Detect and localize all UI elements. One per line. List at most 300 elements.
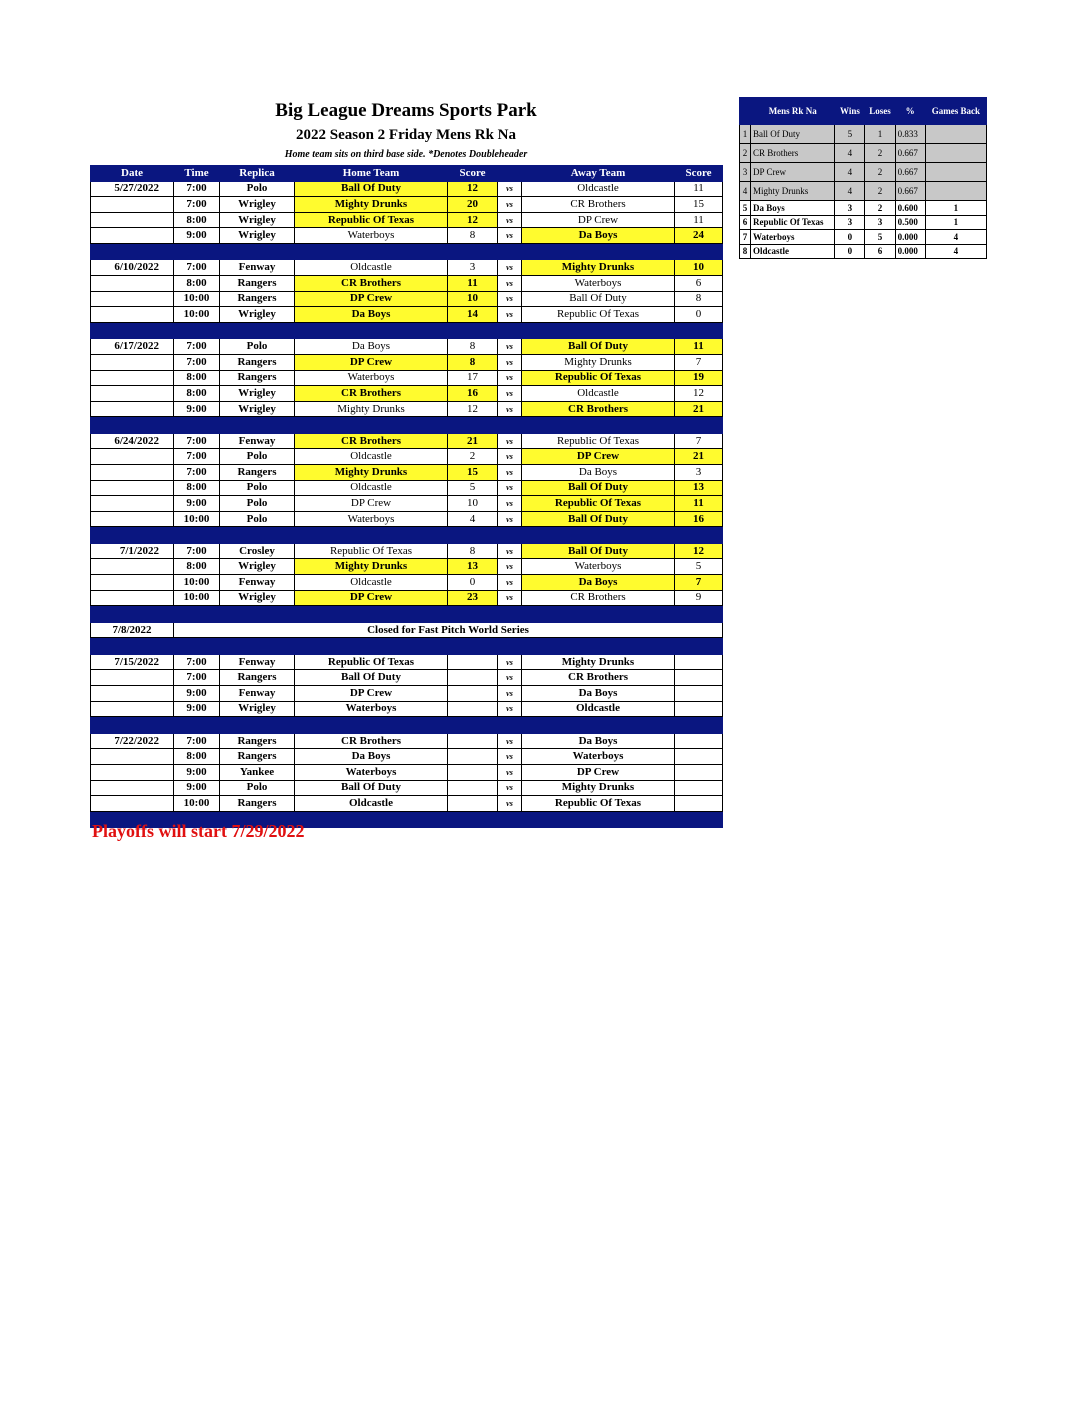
schedule-game-row: [91, 465, 723, 481]
game-time: 7:00: [174, 670, 220, 686]
game-date-empty: [91, 480, 174, 496]
home-team: Da Boys: [295, 749, 448, 765]
standings-loses: 5: [865, 230, 895, 245]
standings-team: Da Boys: [751, 201, 835, 216]
standings-loses: 2: [865, 144, 895, 163]
standings-pct: 0.833: [895, 125, 925, 144]
game-date-empty: [91, 764, 174, 780]
standings-wins: 0: [835, 244, 865, 259]
game-date-empty: [91, 401, 174, 417]
separator-cell: [522, 243, 675, 260]
schedule-game-row: [91, 401, 723, 417]
home-team-note: Home team sits on third base side. *Denotes Doubleheader: [284, 149, 528, 160]
game-date: 7/15/2022: [91, 654, 174, 670]
standings-pct: 0.000: [895, 230, 925, 245]
home-team: Oldcastle: [295, 449, 448, 465]
schedule-game-row: [91, 733, 723, 749]
home-team: Oldcastle: [295, 480, 448, 496]
game-date-empty: [91, 780, 174, 796]
standings-pct: 0.500: [895, 215, 925, 230]
home-team: Ball Of Duty: [295, 670, 448, 686]
away-score: [675, 686, 723, 702]
vs-label: vs: [498, 686, 522, 702]
game-replica-field: Rangers: [220, 370, 295, 386]
standings-wins: 4: [835, 144, 865, 163]
game-time: 7:00: [174, 465, 220, 481]
away-score: 12: [675, 543, 723, 559]
game-time: 8:00: [174, 276, 220, 292]
home-team: Republic Of Texas: [295, 212, 448, 228]
separator-cell: [498, 811, 522, 828]
separator-cell: [174, 606, 220, 623]
away-team: CR Brothers: [522, 670, 675, 686]
standings-games-back: [925, 182, 986, 201]
standings-games-back: [925, 163, 986, 182]
standings-wins: 0: [835, 230, 865, 245]
away-score: 21: [675, 449, 723, 465]
game-replica-field: Wrigley: [220, 307, 295, 323]
game-date-empty: [91, 354, 174, 370]
col-time-header: Time: [174, 166, 220, 182]
home-score: 17: [448, 370, 498, 386]
away-team: Da Boys: [522, 228, 675, 244]
home-team: Waterboys: [295, 511, 448, 527]
week-separator: [91, 417, 723, 434]
game-date-empty: [91, 590, 174, 606]
standings-rank: 7: [740, 230, 751, 245]
game-time: 7:00: [174, 197, 220, 213]
away-score: 5: [675, 559, 723, 575]
game-replica-field: Wrigley: [220, 386, 295, 402]
home-score: 8: [448, 339, 498, 355]
away-score: 9: [675, 590, 723, 606]
away-team: Republic Of Texas: [522, 307, 675, 323]
vs-label: vs: [498, 433, 522, 449]
game-replica-field: Wrigley: [220, 197, 295, 213]
separator-cell: [295, 417, 448, 434]
vs-label: vs: [498, 764, 522, 780]
standings-team: Waterboys: [751, 230, 835, 245]
away-score: 6: [675, 276, 723, 292]
page-title: Big League Dreams Sports Park: [275, 100, 537, 121]
home-score: 12: [448, 212, 498, 228]
home-team: Waterboys: [295, 370, 448, 386]
home-team: Ball Of Duty: [295, 780, 448, 796]
game-date-empty: [91, 370, 174, 386]
game-time: 9:00: [174, 764, 220, 780]
away-team: Oldcastle: [522, 386, 675, 402]
home-score: 12: [448, 401, 498, 417]
separator-cell: [522, 638, 675, 655]
standings-team: Mighty Drunks: [751, 182, 835, 201]
separator-cell: [498, 638, 522, 655]
away-team: Mighty Drunks: [522, 780, 675, 796]
separator-cell: [448, 606, 498, 623]
away-score: 19: [675, 370, 723, 386]
home-team: CR Brothers: [295, 433, 448, 449]
standings-wins: 3: [835, 215, 865, 230]
separator-cell: [448, 811, 498, 828]
game-date-empty: [91, 511, 174, 527]
game-time: 9:00: [174, 686, 220, 702]
home-score: 13: [448, 559, 498, 575]
game-time: 10:00: [174, 796, 220, 812]
game-date-empty: [91, 749, 174, 765]
game-time: 7:00: [174, 339, 220, 355]
vs-label: vs: [498, 796, 522, 812]
game-date-empty: [91, 701, 174, 717]
home-score: [448, 796, 498, 812]
home-score: [448, 749, 498, 765]
game-time: 7:00: [174, 260, 220, 276]
schedule-game-row: [91, 212, 723, 228]
away-score: [675, 764, 723, 780]
home-team: Da Boys: [295, 307, 448, 323]
standings-row: [740, 163, 987, 182]
game-time: 8:00: [174, 480, 220, 496]
game-date: 6/17/2022: [91, 339, 174, 355]
schedule-game-row: [91, 654, 723, 670]
home-team: CR Brothers: [295, 386, 448, 402]
standings-games-back: [925, 144, 986, 163]
away-team: Republic Of Texas: [522, 496, 675, 512]
game-time: 10:00: [174, 590, 220, 606]
schedule-game-row: [91, 686, 723, 702]
separator-cell: [91, 527, 174, 544]
standings-wins-header: Wins: [835, 98, 865, 125]
col-home-team-header: Home Team: [295, 166, 448, 182]
home-team: Mighty Drunks: [295, 197, 448, 213]
home-score: 8: [448, 543, 498, 559]
game-date-empty: [91, 212, 174, 228]
vs-label: vs: [498, 449, 522, 465]
game-date: 7/22/2022: [91, 733, 174, 749]
away-team: Oldcastle: [522, 701, 675, 717]
game-date: 6/10/2022: [91, 260, 174, 276]
away-team: Mighty Drunks: [522, 260, 675, 276]
home-score: 2: [448, 449, 498, 465]
col-home-score-header: Score: [448, 166, 498, 182]
away-score: 13: [675, 480, 723, 496]
standings-body: [740, 125, 987, 259]
game-date: 5/27/2022: [91, 181, 174, 197]
separator-cell: [174, 717, 220, 734]
separator-cell: [91, 322, 174, 339]
home-score: [448, 764, 498, 780]
standings-wins: 4: [835, 182, 865, 201]
schedule-game-row: [91, 370, 723, 386]
vs-label: vs: [498, 543, 522, 559]
schedule-game-row: [91, 291, 723, 307]
schedule-game-row: [91, 543, 723, 559]
separator-cell: [522, 717, 675, 734]
home-score: [448, 780, 498, 796]
separator-cell: [91, 638, 174, 655]
standings-wins: 5: [835, 125, 865, 144]
game-replica-field: Fenway: [220, 260, 295, 276]
game-replica-field: Polo: [220, 181, 295, 197]
separator-cell: [174, 243, 220, 260]
separator-cell: [91, 243, 174, 260]
standings-pct: 0.667: [895, 182, 925, 201]
game-replica-field: Rangers: [220, 733, 295, 749]
game-date-empty: [91, 307, 174, 323]
vs-label: vs: [498, 212, 522, 228]
away-team: Waterboys: [522, 559, 675, 575]
playoffs-note: Playoffs will start 7/29/2022: [92, 821, 305, 841]
standings-row: [740, 215, 987, 230]
separator-cell: [522, 811, 675, 828]
game-time: 7:00: [174, 654, 220, 670]
separator-cell: [675, 606, 723, 623]
game-time: 8:00: [174, 212, 220, 228]
vs-label: vs: [498, 354, 522, 370]
away-score: [675, 701, 723, 717]
game-time: 9:00: [174, 701, 220, 717]
game-time: 10:00: [174, 575, 220, 591]
col-date-header: Date: [91, 166, 174, 182]
vs-label: vs: [498, 228, 522, 244]
vs-label: vs: [498, 197, 522, 213]
separator-cell: [498, 417, 522, 434]
vs-label: vs: [498, 749, 522, 765]
standings-games-back: 4: [925, 244, 986, 259]
away-score: 7: [675, 575, 723, 591]
home-team: Oldcastle: [295, 796, 448, 812]
game-time: 7:00: [174, 543, 220, 559]
separator-cell: [220, 322, 295, 339]
away-team: DP Crew: [522, 764, 675, 780]
separator-cell: [675, 638, 723, 655]
game-replica-field: Polo: [220, 480, 295, 496]
week-separator: [91, 527, 723, 544]
game-date-empty: [91, 496, 174, 512]
separator-cell: [295, 322, 448, 339]
separator-cell: [174, 322, 220, 339]
vs-label: vs: [498, 575, 522, 591]
separator-cell: [448, 638, 498, 655]
standings-row: [740, 182, 987, 201]
standings-loses: 3: [865, 215, 895, 230]
separator-cell: [448, 527, 498, 544]
home-score: 23: [448, 590, 498, 606]
home-team: Mighty Drunks: [295, 559, 448, 575]
separator-cell: [295, 638, 448, 655]
game-date: 7/1/2022: [91, 543, 174, 559]
separator-cell: [448, 322, 498, 339]
home-score: 4: [448, 511, 498, 527]
separator-cell: [498, 527, 522, 544]
home-score: 21: [448, 433, 498, 449]
standings-row: [740, 230, 987, 245]
separator-cell: [675, 717, 723, 734]
game-replica-field: Rangers: [220, 796, 295, 812]
game-replica-field: Rangers: [220, 465, 295, 481]
separator-cell: [174, 417, 220, 434]
away-score: 16: [675, 511, 723, 527]
away-score: 24: [675, 228, 723, 244]
game-date-empty: [91, 796, 174, 812]
game-date-empty: [91, 197, 174, 213]
standings-pct: 0.667: [895, 144, 925, 163]
home-score: 11: [448, 276, 498, 292]
away-score: 8: [675, 291, 723, 307]
separator-cell: [522, 322, 675, 339]
away-score: 21: [675, 401, 723, 417]
schedule-game-row: [91, 181, 723, 197]
separator-cell: [220, 638, 295, 655]
game-replica-field: Rangers: [220, 276, 295, 292]
away-score: [675, 654, 723, 670]
separator-cell: [522, 606, 675, 623]
home-score: 3: [448, 260, 498, 276]
standings-pct-header: %: [895, 98, 925, 125]
game-replica-field: Fenway: [220, 686, 295, 702]
away-score: 11: [675, 496, 723, 512]
game-time: 8:00: [174, 386, 220, 402]
away-score: [675, 796, 723, 812]
home-team: Oldcastle: [295, 575, 448, 591]
schedule-game-row: [91, 511, 723, 527]
game-date-empty: [91, 291, 174, 307]
away-score: 7: [675, 433, 723, 449]
schedule-game-row: [91, 575, 723, 591]
standings-rank: 8: [740, 244, 751, 259]
vs-label: vs: [498, 590, 522, 606]
schedule-game-row: [91, 433, 723, 449]
game-date: 7/8/2022: [91, 622, 174, 638]
schedule-game-row: [91, 354, 723, 370]
away-team: Ball Of Duty: [522, 511, 675, 527]
schedule-game-row: [91, 339, 723, 355]
game-replica-field: Wrigley: [220, 559, 295, 575]
separator-cell: [91, 717, 174, 734]
separator-cell: [220, 243, 295, 260]
standings-row: [740, 201, 987, 216]
schedule-game-row: [91, 749, 723, 765]
home-score: [448, 654, 498, 670]
home-team: DP Crew: [295, 590, 448, 606]
away-score: 10: [675, 260, 723, 276]
vs-label: vs: [498, 370, 522, 386]
standings-rank: 6: [740, 215, 751, 230]
game-time: 8:00: [174, 370, 220, 386]
schedule-header: [90, 98, 722, 163]
game-time: 9:00: [174, 496, 220, 512]
home-team: DP Crew: [295, 354, 448, 370]
game-replica-field: Yankee: [220, 764, 295, 780]
standings-rank: 4: [740, 182, 751, 201]
standings-loses: 6: [865, 244, 895, 259]
home-score: 10: [448, 496, 498, 512]
schedule-game-row: [91, 260, 723, 276]
standings-rank: 1: [740, 125, 751, 144]
standings-team-header: Mens Rk Na: [751, 98, 835, 125]
separator-cell: [448, 243, 498, 260]
separator-cell: [498, 717, 522, 734]
vs-label: vs: [498, 701, 522, 717]
standings-loses: 2: [865, 182, 895, 201]
separator-cell: [675, 243, 723, 260]
standings-row: [740, 244, 987, 259]
game-replica-field: Fenway: [220, 654, 295, 670]
away-team: Ball Of Duty: [522, 339, 675, 355]
home-score: [448, 733, 498, 749]
separator-cell: [91, 417, 174, 434]
week-separator: [91, 322, 723, 339]
game-time: 7:00: [174, 354, 220, 370]
game-replica-field: Rangers: [220, 749, 295, 765]
home-team: Republic Of Texas: [295, 654, 448, 670]
game-time: 10:00: [174, 291, 220, 307]
home-score: 10: [448, 291, 498, 307]
standings-wins: 3: [835, 201, 865, 216]
away-team: Waterboys: [522, 276, 675, 292]
separator-cell: [220, 606, 295, 623]
home-score: 0: [448, 575, 498, 591]
vs-label: vs: [498, 670, 522, 686]
separator-cell: [498, 322, 522, 339]
separator-cell: [675, 811, 723, 828]
away-team: DP Crew: [522, 449, 675, 465]
separator-cell: [295, 811, 448, 828]
vs-label: vs: [498, 480, 522, 496]
away-score: [675, 749, 723, 765]
closed-notice: Closed for Fast Pitch World Series: [174, 622, 723, 638]
home-score: 12: [448, 181, 498, 197]
away-team: Da Boys: [522, 465, 675, 481]
vs-label: vs: [498, 780, 522, 796]
game-date-empty: [91, 449, 174, 465]
vs-label: vs: [498, 511, 522, 527]
away-team: CR Brothers: [522, 197, 675, 213]
away-team: DP Crew: [522, 212, 675, 228]
game-replica-field: Rangers: [220, 354, 295, 370]
home-score: 5: [448, 480, 498, 496]
standings-table: [739, 97, 987, 259]
game-time: 7:00: [174, 733, 220, 749]
standings-pct: 0.667: [895, 163, 925, 182]
vs-label: vs: [498, 559, 522, 575]
standings-rank: 5: [740, 201, 751, 216]
standings-loses: 1: [865, 125, 895, 144]
vs-label: vs: [498, 307, 522, 323]
away-team: Republic Of Texas: [522, 370, 675, 386]
week-separator: [91, 638, 723, 655]
schedule-game-row: [91, 796, 723, 812]
away-score: [675, 670, 723, 686]
separator-cell: [295, 527, 448, 544]
game-replica-field: Polo: [220, 511, 295, 527]
game-date-empty: [91, 670, 174, 686]
away-score: [675, 780, 723, 796]
schedule-game-row: [91, 386, 723, 402]
game-date-empty: [91, 276, 174, 292]
game-time: 7:00: [174, 181, 220, 197]
home-team: DP Crew: [295, 291, 448, 307]
game-time: 10:00: [174, 307, 220, 323]
standings-rank: 2: [740, 144, 751, 163]
standings-team: Republic Of Texas: [751, 215, 835, 230]
away-team: CR Brothers: [522, 401, 675, 417]
standings-wins: 4: [835, 163, 865, 182]
game-replica-field: Rangers: [220, 291, 295, 307]
col-away-team-header: Away Team: [522, 166, 675, 182]
home-score: 15: [448, 465, 498, 481]
standings-loses: 2: [865, 201, 895, 216]
schedule-game-row: [91, 590, 723, 606]
home-team: Mighty Drunks: [295, 401, 448, 417]
